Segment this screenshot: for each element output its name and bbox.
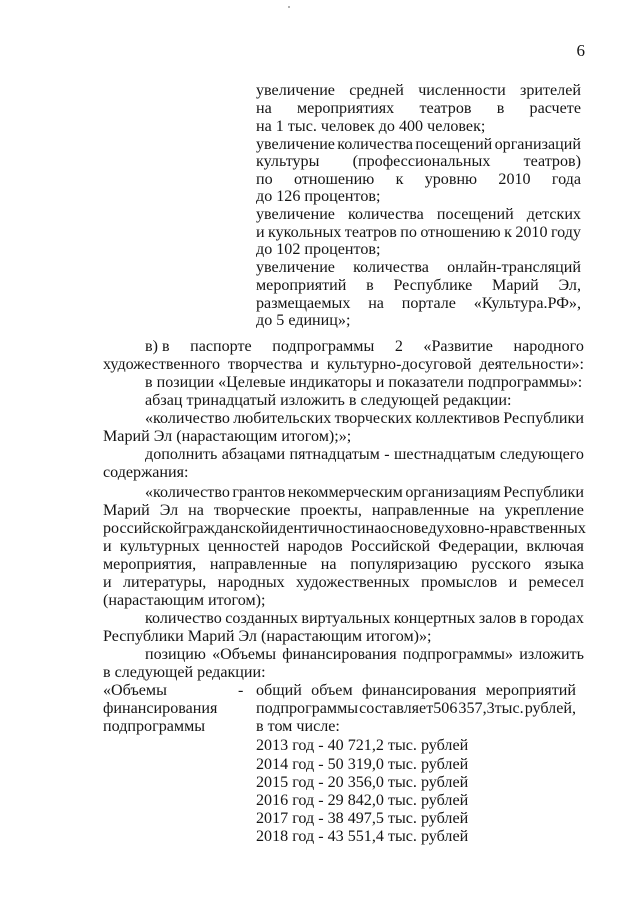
word: на: [256, 100, 272, 117]
word: залов: [478, 610, 517, 627]
word: паспорте: [190, 338, 252, 355]
word: (профессиональных: [352, 153, 491, 170]
paragraph-line: [145, 646, 584, 664]
word: -: [384, 446, 390, 463]
paragraph-line: [145, 610, 584, 628]
word: финансирования: [361, 682, 477, 699]
word: (нарастающим итогом);: [103, 592, 266, 609]
funding-year-line: 2014 год - 50 319,0 тыс. рублей: [256, 756, 469, 773]
paragraph-line: [103, 628, 432, 646]
word: составляет506: [359, 700, 458, 717]
word: и: [103, 574, 112, 591]
indicator-line: [256, 241, 380, 259]
word: зрителей: [519, 82, 581, 99]
word: шестнадцатым: [394, 446, 496, 463]
word: дополнить: [145, 446, 218, 463]
word: количество: [145, 610, 222, 627]
funding-label-line: подпрограммы: [103, 718, 206, 735]
word: гражданской: [181, 520, 270, 537]
indicator-line: [256, 259, 581, 277]
funding-year-line: 2013 год - 40 721,2 тыс. рублей: [256, 737, 469, 754]
word: увеличение: [256, 82, 335, 99]
word: к: [395, 171, 404, 188]
indicator-line: [256, 82, 581, 100]
word: Республики: [503, 484, 584, 501]
word: ремесел: [528, 574, 584, 591]
paragraph-line: [103, 520, 584, 538]
word: промыслов: [421, 574, 498, 591]
word: к: [504, 224, 512, 241]
word: на: [320, 556, 337, 573]
word: Марий: [492, 277, 539, 294]
word: и: [103, 538, 112, 555]
word: Эл: [159, 502, 179, 519]
word: в: [496, 100, 505, 117]
word: увеличение: [256, 136, 335, 153]
word: на: [365, 520, 382, 537]
word: в) в: [145, 338, 170, 355]
word: детских: [526, 206, 581, 223]
paragraph-line: [103, 356, 584, 374]
word: абзацами: [221, 446, 286, 463]
word: до 102 процентов;: [256, 241, 381, 258]
word: российской: [103, 520, 182, 537]
word: портале: [401, 295, 456, 312]
word: отношению: [420, 224, 501, 241]
word: на: [368, 295, 384, 312]
word: уровню: [424, 171, 478, 188]
word: содержания:: [103, 464, 189, 481]
funding-value-line: [256, 682, 576, 700]
word: Российской: [350, 538, 431, 555]
word: Марий Эл (нарастающим итогом);»;: [103, 428, 352, 445]
word: следующего: [499, 446, 584, 463]
word: и: [508, 574, 518, 591]
indicator-line: [256, 188, 380, 206]
word: мероприятия,: [103, 556, 197, 573]
word: рублей,: [524, 700, 576, 717]
word: народных: [217, 574, 285, 591]
page-number: 6: [576, 41, 585, 60]
paragraph-line: [145, 392, 512, 410]
paragraph-line: [145, 338, 584, 356]
word: подпрограммы: [272, 338, 375, 355]
indicator-line: [256, 224, 581, 242]
word: отношению: [293, 171, 375, 188]
word: размещаемых: [256, 295, 351, 312]
paragraph-line: [145, 410, 584, 428]
word: городах: [530, 610, 584, 627]
paragraph-line: [103, 464, 188, 482]
word: художественных: [296, 574, 410, 591]
word: увеличение: [256, 206, 335, 223]
indicator-line: [256, 100, 581, 118]
word: в позиции «Целевые индикаторы и показатели подпрограммы»:: [145, 374, 583, 391]
word: организациям: [405, 484, 501, 501]
word: общий: [256, 682, 302, 699]
word: созданных: [225, 610, 298, 627]
word: ценностей: [207, 538, 280, 555]
word: виртуальных: [301, 610, 391, 627]
word: до 5 единиц»;: [256, 312, 351, 329]
paragraph-line: [103, 538, 584, 556]
word: до 126 процентов;: [256, 188, 381, 205]
word: Республики Марий Эл (нарастающим итогом)»;: [103, 628, 432, 645]
word: посещений: [436, 206, 514, 223]
word: мероприятий: [256, 277, 347, 294]
word: творческих: [334, 410, 413, 427]
indicator-line: [256, 153, 581, 171]
word: «Объемы: [212, 646, 277, 663]
word: по: [256, 171, 273, 188]
word: некоммерческим: [287, 484, 403, 501]
word: любительских: [233, 410, 332, 427]
paragraph-line: [103, 664, 266, 682]
paragraph-line: [145, 446, 584, 464]
indicator-line: [256, 206, 581, 224]
paragraph-line: [145, 374, 582, 392]
paragraph-line: [103, 574, 584, 592]
word: Эл,: [558, 277, 581, 294]
word: 2010: [498, 171, 531, 188]
word: в следующей редакции:: [103, 664, 266, 681]
word: финансирования: [282, 646, 397, 663]
word: и: [310, 356, 319, 373]
word: и: [256, 224, 265, 241]
indicator-line: [256, 312, 350, 330]
word: в том числе:: [256, 718, 340, 735]
word: 357,3тыс.: [458, 700, 524, 717]
word: творчества: [227, 356, 303, 373]
indicator-line: [256, 171, 581, 189]
word: «Культура.РФ»,: [473, 295, 581, 312]
funding-value-line: [256, 700, 576, 718]
word: Республике: [393, 277, 473, 294]
word: культуры: [256, 153, 320, 170]
word: по: [400, 224, 417, 241]
word: организаций: [494, 136, 581, 153]
word: позицию: [145, 646, 206, 663]
word: культурно-досуговой: [326, 356, 472, 373]
word: «Развитие: [423, 338, 493, 355]
word: абзац тринадцатый изложить в следующей редакции:: [145, 392, 512, 409]
word: духовно-нравственных: [428, 520, 586, 537]
indicator-line: [256, 295, 581, 313]
funding-year-line: 2015 год - 20 356,0 тыс. рублей: [256, 774, 469, 791]
word: на 1 тыс. человек до 400 человек;: [256, 118, 486, 135]
funding-year-line: 2016 год - 29 842,0 тыс. рублей: [256, 792, 469, 809]
word: количества: [353, 259, 429, 276]
word: количества: [337, 136, 414, 153]
indicator-line: [256, 118, 485, 136]
word: театров: [344, 224, 397, 241]
word: направленные: [371, 502, 469, 519]
word: 2: [394, 338, 403, 355]
word: культурных: [119, 538, 200, 555]
funding-dash: -: [238, 682, 244, 699]
word: объем: [311, 682, 353, 699]
indicator-line: [256, 136, 581, 154]
paragraph-line: [103, 592, 266, 610]
word: году: [550, 224, 581, 241]
word: на: [188, 502, 204, 519]
paragraph-line: [103, 556, 584, 574]
word: увеличение: [256, 259, 335, 276]
word: языка: [544, 556, 584, 573]
word: в: [366, 277, 374, 294]
funding-value-line: [256, 718, 340, 736]
word: коллективов: [415, 410, 500, 427]
word: укрепление: [504, 502, 584, 519]
word: «количество: [145, 410, 230, 427]
word: средней: [349, 82, 404, 99]
word: театров): [523, 153, 581, 170]
word: проекты,: [300, 502, 362, 519]
word: подпрограммы: [256, 700, 359, 717]
word: расчете: [529, 100, 581, 117]
word: изложить: [519, 646, 584, 663]
word: основе: [381, 520, 429, 537]
indicator-line: [256, 277, 581, 295]
word: онлайн-трансляций: [447, 259, 581, 276]
word: посещений: [415, 136, 493, 153]
paragraph-line: [103, 428, 351, 446]
word: театров: [419, 100, 472, 117]
word: идентичности: [269, 520, 366, 537]
word: русского: [471, 556, 531, 573]
word: года: [551, 171, 581, 188]
word: народного: [513, 338, 584, 355]
funding-year-line: 2017 год - 38 497,5 тыс. рублей: [256, 810, 469, 827]
word: мероприятиях: [297, 100, 395, 117]
word: 2010: [515, 224, 548, 241]
word: «количество: [145, 484, 230, 501]
word: мероприятий: [485, 682, 576, 699]
word: направленные: [209, 556, 307, 573]
funding-label-line: «Объемы: [103, 682, 167, 699]
word: подпрограммы»: [402, 646, 514, 663]
word: Федерации,: [438, 538, 519, 555]
word: концертных: [393, 610, 476, 627]
funding-label-line: финансирования: [103, 700, 218, 717]
word: народов: [287, 538, 343, 555]
word: на: [478, 502, 495, 519]
paragraph-line: [145, 484, 584, 502]
word: популяризацию: [350, 556, 458, 573]
word: грантов: [232, 484, 286, 501]
word: пятнадцатым: [289, 446, 380, 463]
word: численности: [418, 82, 506, 99]
funding-year-line: 2018 год - 43 551,4 тыс. рублей: [256, 828, 469, 845]
word: Марий: [103, 502, 150, 519]
word: в: [519, 610, 528, 627]
word: творческие: [213, 502, 291, 519]
word: кукольных: [268, 224, 342, 241]
word: включая: [526, 538, 584, 555]
word: Республики: [503, 410, 584, 427]
word: литературы,: [122, 574, 207, 591]
scan-mark: [288, 6, 290, 8]
paragraph-line: [103, 502, 584, 520]
word: количества: [347, 206, 424, 223]
word: художественного: [103, 356, 221, 373]
word: деятельности»:: [479, 356, 584, 373]
